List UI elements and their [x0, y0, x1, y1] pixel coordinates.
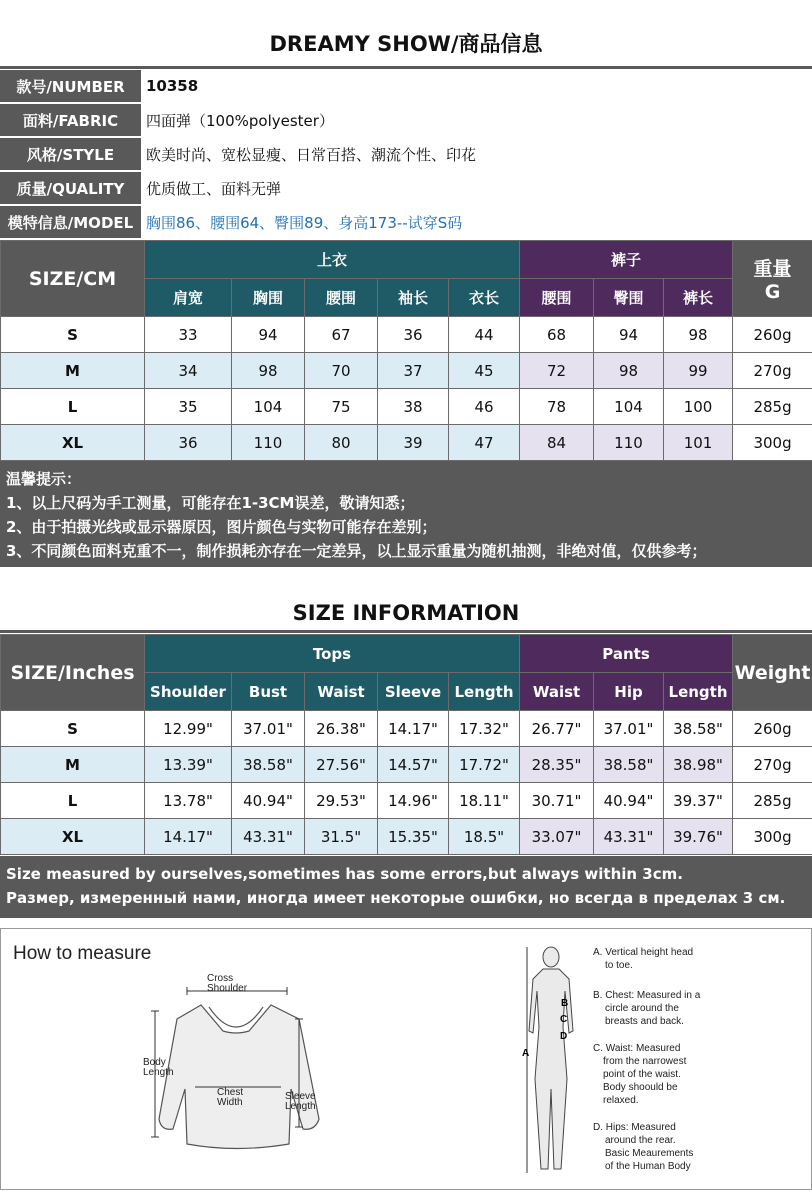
column-header: 衣长: [449, 279, 520, 317]
body-note: point of the waist.: [603, 1069, 681, 1080]
table-cell: 98: [664, 317, 733, 353]
table-cell: 38.58": [664, 711, 733, 747]
table-cell: 34: [145, 353, 232, 389]
note-line: 2、由于拍摄光线或显示器原因，图片颜色与实物可能存在差别；: [6, 518, 437, 536]
column-header: 裤长: [664, 279, 733, 317]
table-cell: 17.32": [449, 711, 520, 747]
column-header: 肩宽: [145, 279, 232, 317]
body-note: D. Hips: Measured: [593, 1122, 676, 1133]
table-cell: 40.94": [594, 783, 664, 819]
column-header: Waist: [520, 673, 594, 711]
table-cell: 43.31": [594, 819, 664, 855]
info-row-style: [0, 138, 812, 172]
size-table-cm: [0, 240, 812, 461]
pants-header: 裤子: [520, 241, 733, 279]
table-cell: 31.5": [305, 819, 378, 855]
weight-header-line1: 重量: [753, 258, 792, 280]
weight-cell: 260g: [733, 317, 812, 353]
info-row-number: [0, 70, 812, 104]
note-line: Размер, измеренный нами, иногда имеет некоторые ошибки, но всегда в пределах 3 см.: [6, 889, 786, 907]
table-cell: 110: [594, 425, 664, 461]
note-line: 1、以上尺码为手工测量，可能存在1-3CM误差，敬请知悉；: [6, 494, 415, 512]
info-label: 风格/STYLE: [0, 138, 141, 170]
table-cell: 38: [378, 389, 449, 425]
body-letter: A: [522, 1048, 530, 1059]
table-cell: 44: [449, 317, 520, 353]
weight-cell: 260g: [733, 711, 812, 747]
table-row: [1, 711, 812, 747]
table-cell: 37.01": [594, 711, 664, 747]
size-cell: M: [1, 353, 145, 389]
body-note: around the rear.: [605, 1135, 676, 1146]
weight-header: [733, 241, 812, 317]
table-cell: 98: [232, 353, 305, 389]
weight-cell: 285g: [733, 389, 812, 425]
table-cell: 15.35": [378, 819, 449, 855]
table-cell: 35: [145, 389, 232, 425]
info-label: 模特信息/MODEL: [0, 206, 141, 238]
table-row: [1, 819, 812, 855]
garment-label: Length: [285, 1101, 316, 1112]
body-note: from the narrowest: [603, 1056, 687, 1067]
column-header: 袖长: [378, 279, 449, 317]
info-row-quality: [0, 172, 812, 206]
garment-label: Body: [143, 1057, 166, 1068]
title-divider: [0, 630, 812, 633]
table-cell: 28.35": [520, 747, 594, 783]
weight-cell: 300g: [733, 819, 812, 855]
table-cell: 13.78": [145, 783, 232, 819]
body-note: Body shoould be: [603, 1082, 678, 1093]
info-row-model: [0, 206, 812, 240]
table-cell: 104: [594, 389, 664, 425]
table-cell: 12.99": [145, 711, 232, 747]
table-row: [1, 425, 812, 461]
weight-cell: 270g: [733, 353, 812, 389]
table-cell: 94: [232, 317, 305, 353]
garment-label: Sleeve: [285, 1091, 316, 1102]
table-cell: 18.5": [449, 819, 520, 855]
table-cell: 30.71": [520, 783, 594, 819]
garment-label: Shoulder: [207, 983, 248, 994]
table-cell: 36: [145, 425, 232, 461]
info-value: 四面弹（100%polyester）: [146, 111, 334, 130]
table-cell: 37: [378, 353, 449, 389]
table-cell: 67: [305, 317, 378, 353]
body-diagram: [521, 939, 581, 1184]
body-letter: C: [560, 1014, 568, 1025]
table-cell: 13.39": [145, 747, 232, 783]
table-cell: 18.11": [449, 783, 520, 819]
table-cell: 27.56": [305, 747, 378, 783]
info-row-fabric: [0, 104, 812, 138]
table-cell: 101: [664, 425, 733, 461]
table-cell: 43.31": [232, 819, 305, 855]
table-row: [1, 389, 812, 425]
table-cell: 39.76": [664, 819, 733, 855]
table-cell: 68: [520, 317, 594, 353]
table-cell: 29.53": [305, 783, 378, 819]
column-header: 腰围: [520, 279, 594, 317]
table-cell: 39.37": [664, 783, 733, 819]
size-table-inches: [0, 634, 812, 855]
body-note: circle around the: [605, 1003, 679, 1014]
column-header: 腰围: [305, 279, 378, 317]
column-header: Hip: [594, 673, 664, 711]
table-row: [1, 353, 812, 389]
table-cell: 36: [378, 317, 449, 353]
table-cell: 99: [664, 353, 733, 389]
body-note: relaxed.: [603, 1095, 639, 1106]
table-cell: 46: [449, 389, 520, 425]
weight-cell: 285g: [733, 783, 812, 819]
table-row: [1, 783, 812, 819]
body-letter: D: [560, 1031, 568, 1042]
column-header: Waist: [305, 673, 378, 711]
size-header: SIZE/CM: [1, 241, 145, 317]
table-cell: 33: [145, 317, 232, 353]
garment-label: Chest: [217, 1087, 244, 1098]
pants-header: Pants: [520, 635, 733, 673]
garment-label: Cross: [207, 973, 234, 984]
tops-header: Tops: [145, 635, 520, 673]
table-cell: 38.58": [594, 747, 664, 783]
body-note: B. Chest: Measured in a: [593, 990, 701, 1001]
column-header: Length: [449, 673, 520, 711]
table-cell: 70: [305, 353, 378, 389]
table-cell: 94: [594, 317, 664, 353]
garment-label: Length: [143, 1067, 174, 1078]
column-header: Shoulder: [145, 673, 232, 711]
table-cell: 14.17": [378, 711, 449, 747]
table-cell: 104: [232, 389, 305, 425]
size-cell: XL: [1, 819, 145, 855]
weight-header-line2: G: [764, 281, 781, 303]
size-header: SIZE/Inches: [1, 635, 145, 711]
table-cell: 75: [305, 389, 378, 425]
table-cell: 38.98": [664, 747, 733, 783]
how-to-measure-panel: [0, 928, 812, 1190]
body-note: C. Waist: Measured: [593, 1043, 681, 1054]
body-note: Basic Meaurements: [605, 1148, 694, 1159]
tops-header: 上衣: [145, 241, 520, 279]
table-cell: 78: [520, 389, 594, 425]
body-note: A. Vertical height head: [593, 947, 694, 958]
body-letter: B: [561, 998, 569, 1009]
size-cell: M: [1, 747, 145, 783]
table-cell: 37.01": [232, 711, 305, 747]
garment-label: Width: [217, 1097, 243, 1108]
column-header: Length: [664, 673, 733, 711]
note-line: 3、不同颜色面料克重不一，制作损耗亦存在一定差异，以上显示重量为随机抽测，非绝对值，仅供参考；: [6, 542, 707, 560]
title-divider: [0, 66, 812, 69]
column-header: 胸围: [232, 279, 305, 317]
table-cell: 47: [449, 425, 520, 461]
table-cell: 100: [664, 389, 733, 425]
column-header: Sleeve: [378, 673, 449, 711]
body-notes: [591, 943, 806, 1188]
table-cell: 39: [378, 425, 449, 461]
info-value: 欧美时尚、宽松显瘦、日常百搭、潮流个性、印花: [146, 145, 477, 164]
column-header: Bust: [232, 673, 305, 711]
info-value: 优质做工、面料无弹: [146, 179, 282, 198]
weight-cell: 270g: [733, 747, 812, 783]
table-cell: 80: [305, 425, 378, 461]
size-info-title: SIZE INFORMATION: [292, 601, 520, 625]
table-cell: 33.07": [520, 819, 594, 855]
measure-title: How to measure: [13, 943, 152, 964]
weight-header: Weight: [733, 635, 812, 711]
size-cell: L: [1, 783, 145, 819]
info-label: 面料/FABRIC: [0, 104, 141, 136]
table-cell: 84: [520, 425, 594, 461]
info-label: 款号/NUMBER: [0, 70, 141, 102]
table-cell: 40.94": [232, 783, 305, 819]
body-note: breasts and back.: [605, 1016, 684, 1027]
table-row: [1, 747, 812, 783]
table-cell: 14.17": [145, 819, 232, 855]
body-note: of the Human Body: [605, 1161, 691, 1172]
table-row: [1, 317, 812, 353]
size-cell: S: [1, 711, 145, 747]
size-cell: S: [1, 317, 145, 353]
table-cell: 72: [520, 353, 594, 389]
body-figure: [529, 947, 573, 1169]
table-cell: 98: [594, 353, 664, 389]
garment-diagram: [131, 969, 341, 1179]
body-note: to toe.: [605, 960, 633, 971]
table-cell: 38.58": [232, 747, 305, 783]
table-cell: 14.96": [378, 783, 449, 819]
info-label: 质量/QUALITY: [0, 172, 141, 204]
notes-cn: [0, 461, 812, 567]
notes-en: [0, 856, 812, 918]
page-title: DREAMY SHOW/商品信息: [269, 32, 543, 56]
table-cell: 17.72": [449, 747, 520, 783]
table-cell: 45: [449, 353, 520, 389]
weight-cell: 300g: [733, 425, 812, 461]
size-cell: L: [1, 389, 145, 425]
size-cell: XL: [1, 425, 145, 461]
note-line: Size measured by ourselves,sometimes has some errors,but always within 3cm.: [6, 865, 683, 883]
table-cell: 26.38": [305, 711, 378, 747]
table-cell: 26.77": [520, 711, 594, 747]
notes-heading: 温馨提示：: [6, 470, 82, 488]
info-value: 10358: [146, 77, 199, 95]
table-cell: 110: [232, 425, 305, 461]
info-value: 胸围86、腰围64、臀围89、身高173--试穿S码: [146, 213, 463, 232]
table-cell: 14.57": [378, 747, 449, 783]
column-header: 臀围: [594, 279, 664, 317]
